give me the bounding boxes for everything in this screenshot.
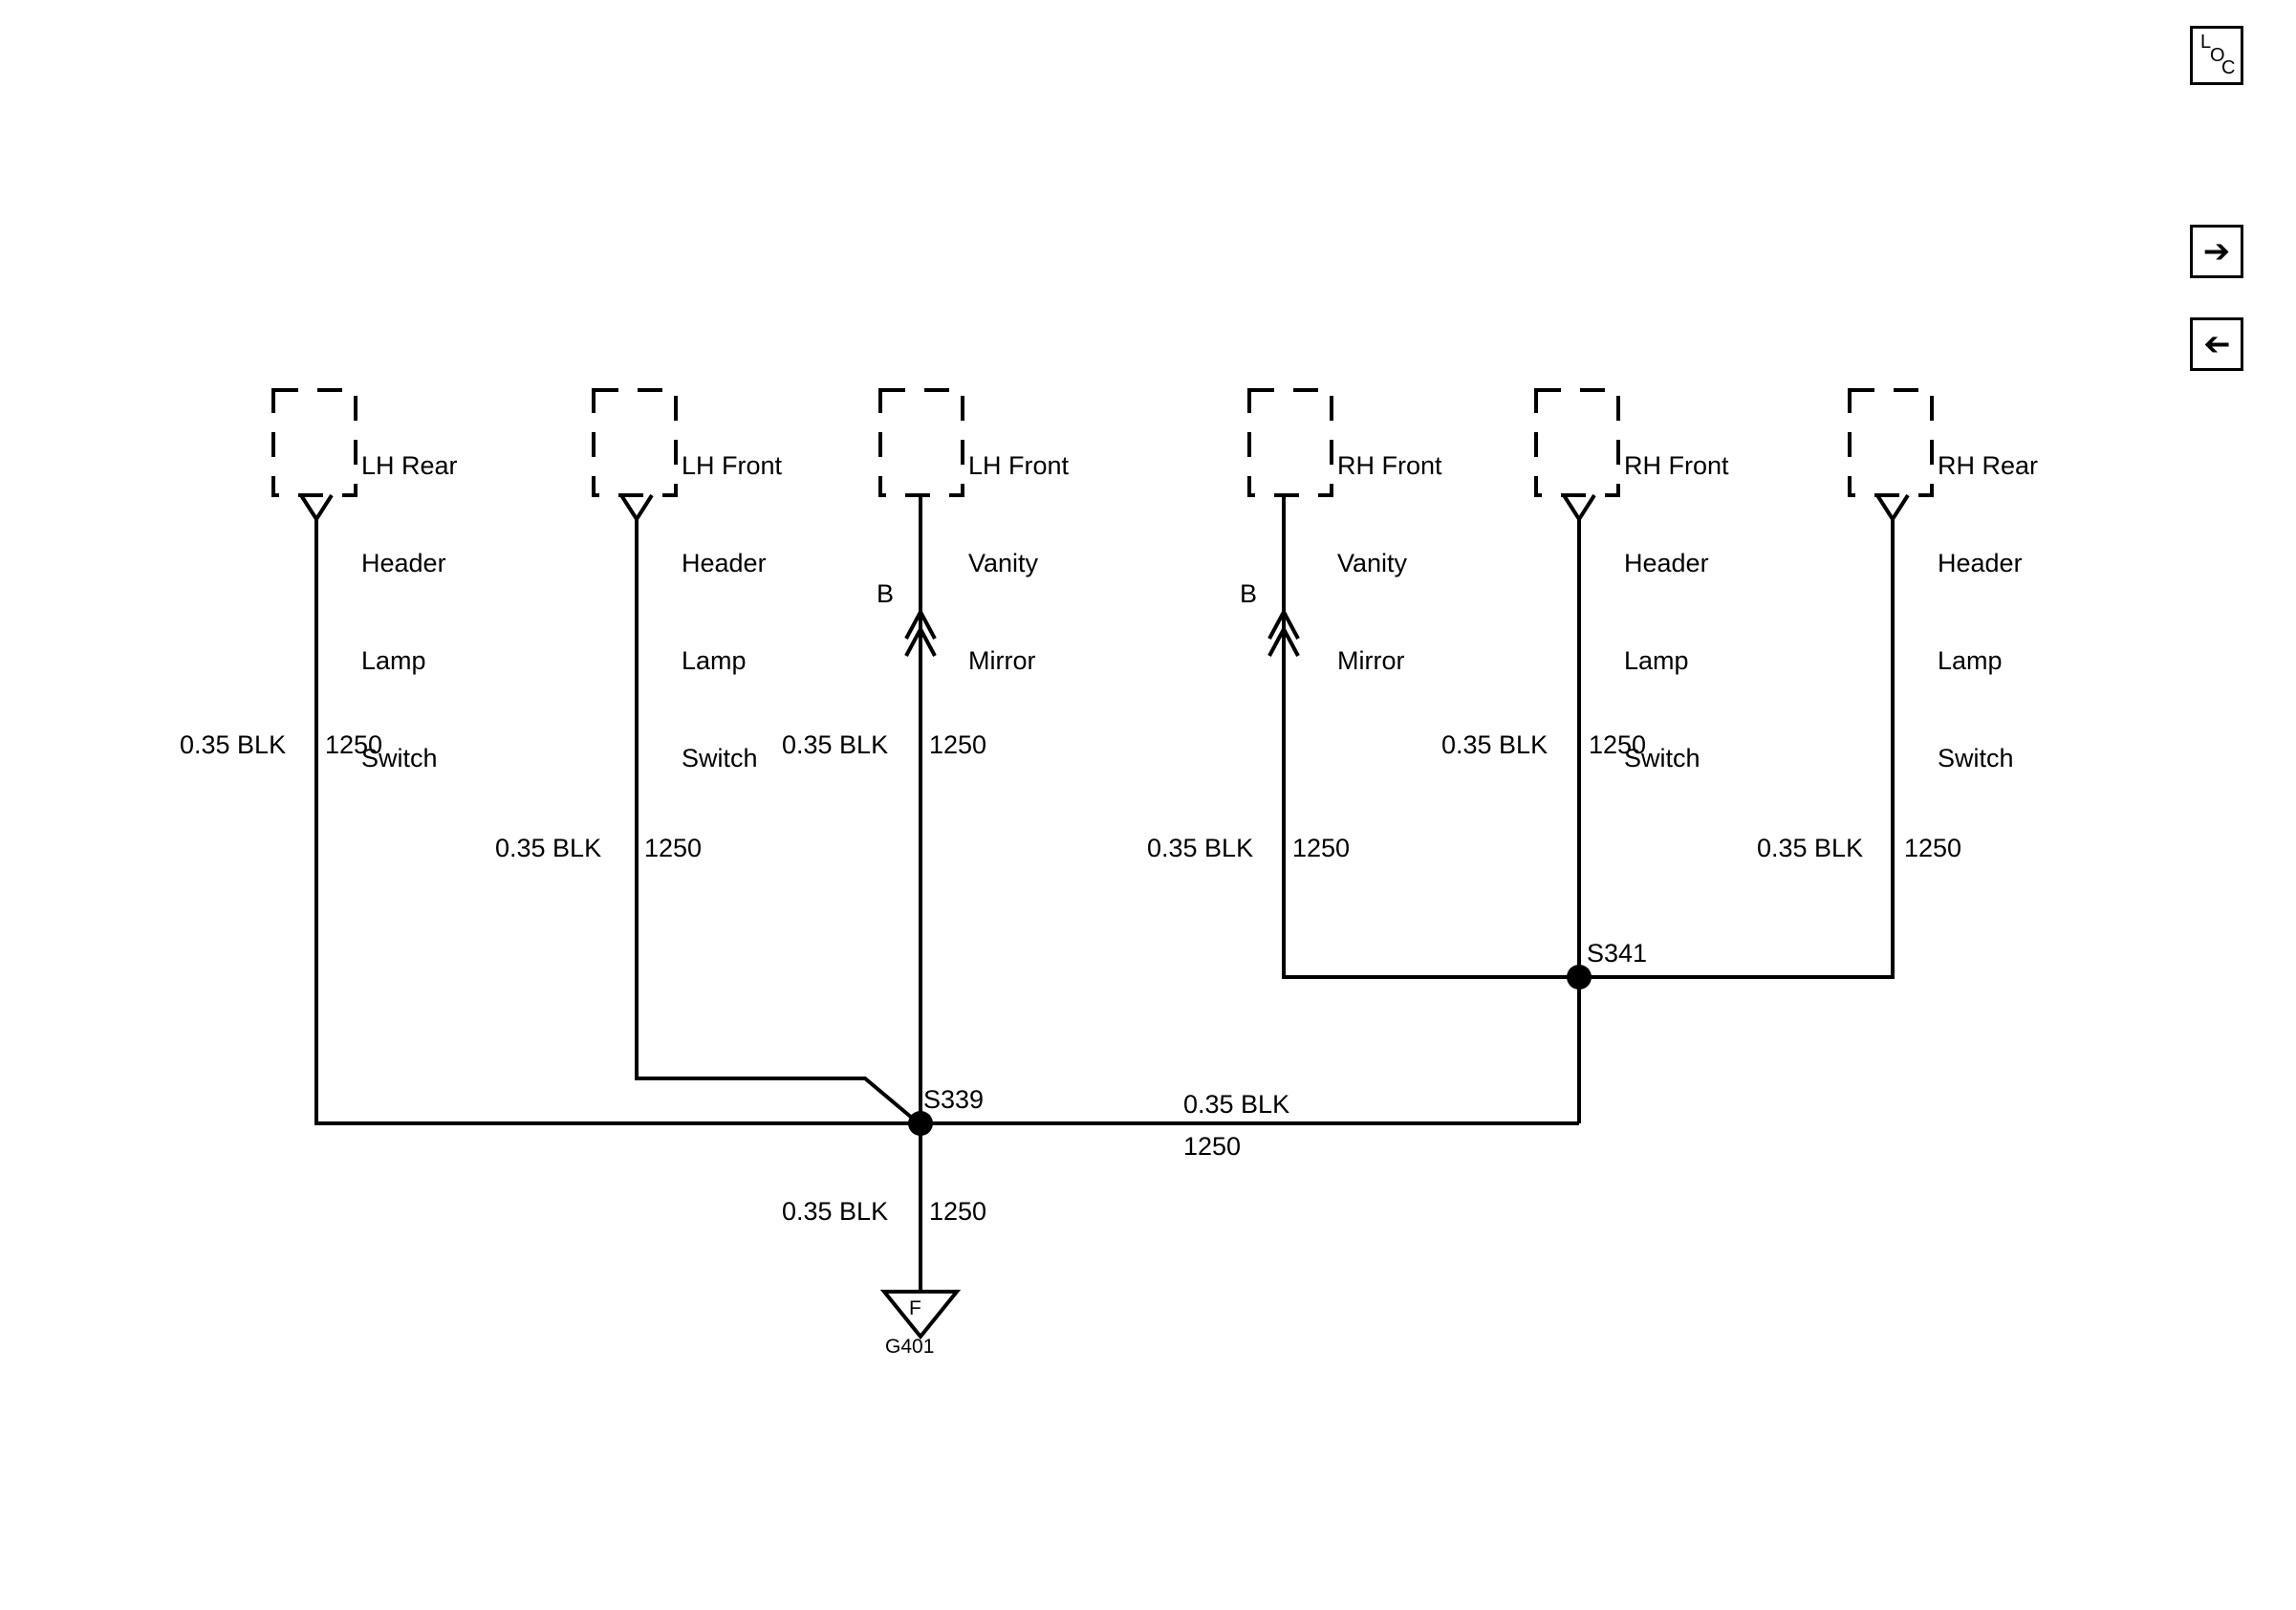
wire-label-rh-front-vanity-circuit: 1250 [1292,834,1351,862]
wire-label-lh-front-header-circuit: 1250 [644,834,703,862]
component-label-line: RH Front [1624,451,1729,480]
component-label-line: Switch [1624,744,1700,772]
wire-label-ground-drop-gauge: 0.35 BLK [782,1197,889,1226]
component-label-line: Mirror [968,646,1036,675]
terminal-arrow-b-right [1269,612,1298,669]
terminal-rh-front-header [1564,495,1594,519]
terminal-arrow-b-left [906,612,935,669]
component-label-line: LH Rear [361,451,458,480]
wire-label-s339-s341-circuit: 1250 [1183,1132,1242,1161]
component-label-line: Lamp [1624,646,1689,675]
arrow-left-icon: ➔ [2202,325,2231,363]
wire-label-ground-drop-circuit: 1250 [929,1197,987,1226]
wire-label-rh-front-header-gauge: 0.35 BLK [1441,730,1549,759]
loc-button-letter-o: O [2210,45,2225,66]
wire-label-rh-rear-header-circuit: 1250 [1904,834,1962,862]
terminal-lh-rear-header [301,495,332,519]
arrow-right-icon: ➔ [2202,232,2231,271]
component-label-line: RH Front [1337,451,1442,480]
component-box-lh-rear-header-lamp-switch [273,390,356,495]
wire-label-lh-rear-header-gauge: 0.35 BLK [180,730,287,759]
component-box-rh-front-header-lamp-switch [1536,390,1618,495]
loc-button-letter-l: L [2200,32,2212,53]
wire-label-rh-front-header-circuit: 1250 [1589,730,1647,759]
component-label-line: Lamp [1938,646,2003,675]
component-label-line: Mirror [1337,646,1405,675]
splice-label-s339[interactable]: S339 [923,1085,985,1114]
component-label-line: Switch [682,744,758,772]
component-box-lh-front-header-lamp-switch [594,390,676,495]
component-label-rh-front-vanity-mirror [1337,384,1442,742]
component-label-line: Vanity [968,549,1039,577]
component-label-line: Lamp [361,646,426,675]
component-label-line: Header [1624,549,1709,577]
component-box-rh-front-vanity-mirror [1249,390,1332,495]
wire-label-rh-front-vanity-gauge: 0.35 BLK [1147,834,1254,862]
wire-label-lh-front-header-gauge: 0.35 BLK [495,834,602,862]
component-label-line: Switch [361,744,438,772]
terminal-lh-front-header [621,495,652,519]
loc-button-letter-c: C [2221,57,2236,78]
terminal-rh-rear-header [1877,495,1908,519]
terminal-label-b-right: B [1240,579,1258,608]
component-label-lh-front-header-lamp-switch [682,384,782,839]
wire-label-s339-s341-gauge: 0.35 BLK [1183,1090,1290,1119]
terminal-label-b-left: B [877,579,895,608]
component-box-lh-front-vanity-mirror [880,390,963,495]
component-label-rh-rear-header-lamp-switch [1938,384,2038,839]
component-label-lh-rear-header-lamp-switch [361,384,458,839]
wire-label-lh-rear-header-circuit: 1250 [325,730,383,759]
component-label-line: Header [682,549,767,577]
wire-label-lh-front-vanity-circuit: 1250 [929,730,987,759]
component-label-line: Header [1938,549,2023,577]
component-label-line: Header [361,549,446,577]
component-label-lh-front-vanity-mirror [968,384,1069,742]
ground-symbol-letter: F [909,1297,921,1319]
component-box-rh-rear-header-lamp-switch [1850,390,1932,495]
component-label-line: Switch [1938,744,2014,772]
component-label-line: LH Front [682,451,783,480]
component-label-line: RH Rear [1938,451,2039,480]
component-label-line: Lamp [682,646,747,675]
component-label-rh-front-header-lamp-switch [1624,384,1729,839]
wire-label-rh-rear-header-gauge: 0.35 BLK [1757,834,1864,862]
splice-label-s341[interactable]: S341 [1587,939,1648,968]
wire-label-lh-front-vanity-gauge: 0.35 BLK [782,730,889,759]
component-label-line: Vanity [1337,549,1408,577]
component-label-line: LH Front [968,451,1070,480]
ground-label-g401[interactable]: G401 [885,1336,935,1358]
